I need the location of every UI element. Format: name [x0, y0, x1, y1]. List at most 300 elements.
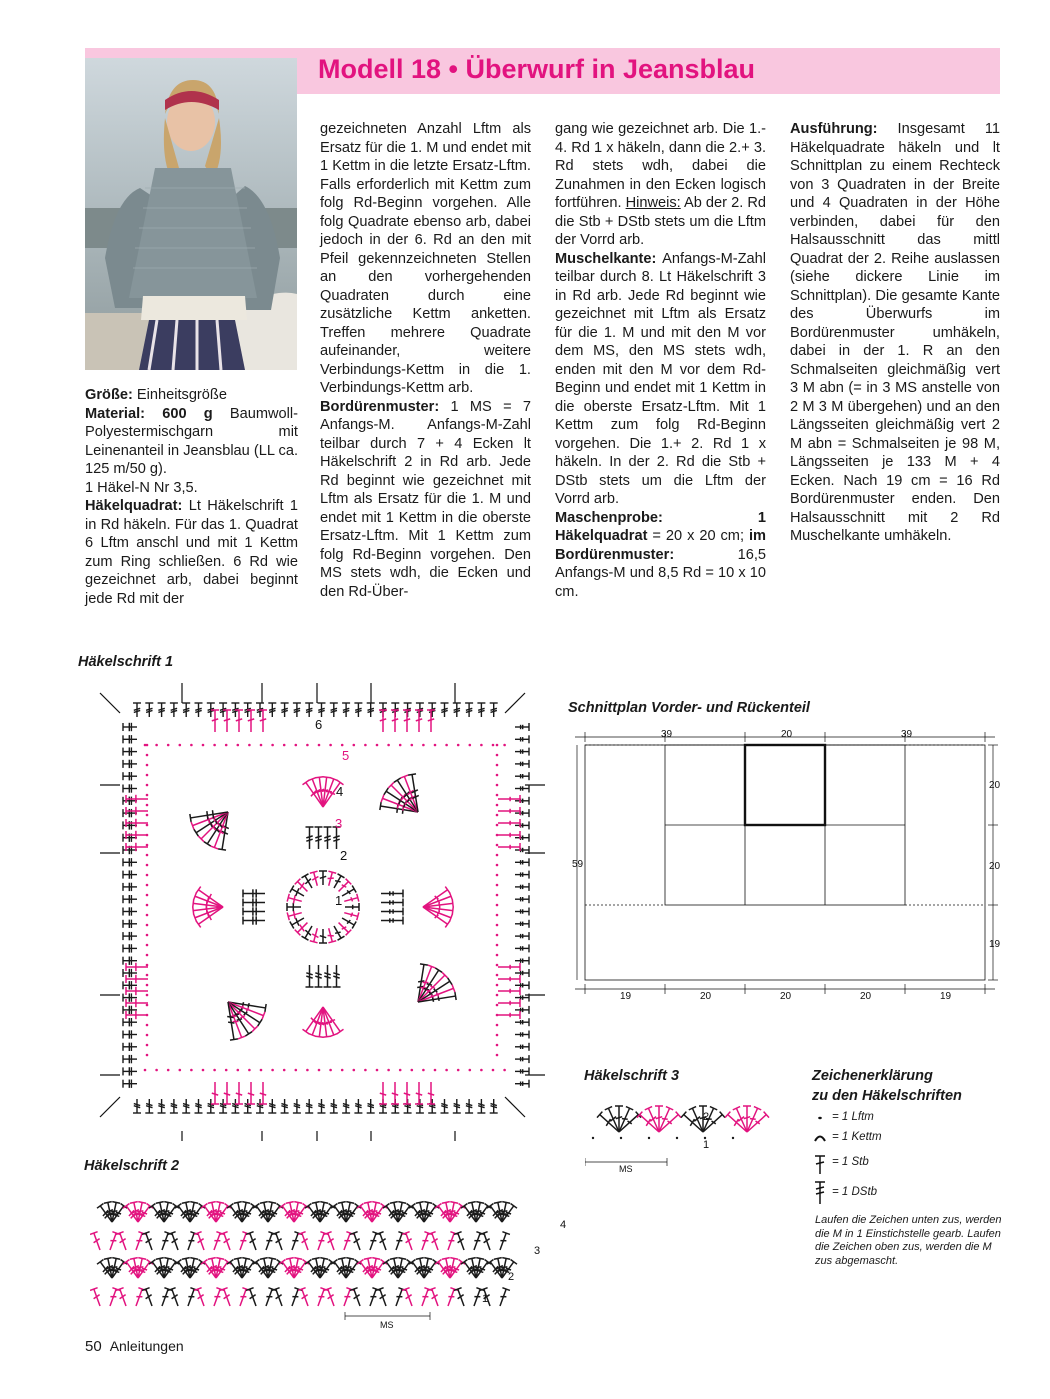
crochet-chart-2	[90, 1188, 590, 1333]
stitch-mark	[130, 1258, 138, 1260]
stitch-mark	[437, 911, 439, 915]
stitch-mark	[442, 1202, 450, 1204]
stitch-mark	[208, 1258, 216, 1260]
stitch-mark	[260, 1202, 268, 1204]
stitch-mark	[474, 1289, 480, 1306]
stitch-mark	[476, 1202, 484, 1204]
stitch-mark	[227, 1017, 233, 1018]
chain-dot	[237, 744, 240, 747]
dim-left: 59	[572, 859, 584, 870]
stitch-mark	[104, 1202, 112, 1204]
stitch-mark	[400, 1215, 405, 1217]
stitch-mark	[182, 1202, 190, 1204]
stitch-mark	[384, 788, 388, 795]
stitch-mark	[293, 1211, 299, 1212]
chain-dot	[190, 1069, 193, 1072]
stitch-mark	[111, 1214, 117, 1215]
stitch-mark	[266, 1289, 272, 1306]
round-label: 1	[335, 893, 343, 908]
stitch-mark	[245, 1032, 252, 1036]
stitch-mark	[437, 899, 439, 903]
stitch-mark	[315, 836, 321, 838]
stitch-mark	[333, 973, 339, 975]
stitch-mark	[138, 1258, 146, 1260]
stitch-mark	[371, 1267, 377, 1268]
stitch-mark	[427, 984, 432, 985]
chain-dot	[496, 774, 499, 777]
legend-title-1: Zeichenerklärung	[812, 1068, 933, 1084]
stitch-mark	[476, 1258, 484, 1260]
stitch-mark	[241, 1267, 247, 1268]
stitch-mark	[750, 1119, 756, 1120]
chain-dot	[496, 1034, 499, 1037]
stitch-mark	[189, 1211, 195, 1212]
stitch-mark	[215, 1214, 221, 1215]
stitch-mark	[345, 1267, 351, 1268]
chain-dot	[225, 744, 228, 747]
stitch-mark	[501, 1267, 507, 1268]
stitch-mark	[380, 802, 381, 810]
stitch-mark	[196, 921, 201, 928]
stitch-mark	[228, 1022, 234, 1023]
dim-right-1: 20	[989, 780, 1001, 791]
chain-dot	[496, 974, 499, 977]
stitch-mark	[163, 1214, 169, 1215]
page-title: Modell 18 • Überwurf in Jeansblau	[318, 54, 756, 84]
chain-dot	[457, 1069, 460, 1072]
stitch-mark	[324, 976, 330, 978]
stitch-mark	[435, 968, 442, 972]
chain-dot	[237, 1069, 240, 1072]
chain-dot	[260, 744, 263, 747]
stitch-mark	[449, 1267, 455, 1268]
stitch-mark	[136, 1233, 142, 1250]
round-label: 2	[340, 848, 348, 863]
stitch-mark	[397, 1211, 403, 1212]
stitch-mark	[189, 1270, 195, 1271]
stitch-mark	[265, 1004, 266, 1012]
chain-dot	[496, 1004, 499, 1007]
stitch-mark	[192, 1271, 197, 1273]
stitch-mark	[306, 976, 312, 978]
chain-dot	[271, 744, 274, 747]
stitch-mark	[242, 1202, 250, 1204]
chain-dot	[295, 1069, 298, 1072]
stitch-mark	[246, 1008, 248, 1012]
stitch-mark	[237, 1019, 242, 1020]
stitch-mark	[140, 1271, 145, 1273]
stitch-mark	[112, 1258, 120, 1260]
chain-dot	[496, 784, 499, 787]
stitch-mark	[322, 1271, 327, 1273]
stitch-mark	[293, 911, 295, 919]
chain-dot	[496, 984, 499, 987]
stitch-mark	[324, 973, 330, 975]
chain-dot	[146, 884, 149, 887]
chain-dot	[496, 864, 499, 867]
stitch-mark	[400, 1271, 405, 1273]
stitch-mark	[194, 829, 198, 836]
stitch-mark	[303, 780, 310, 785]
stitch-mark	[319, 1270, 325, 1271]
stitch-mark	[690, 1119, 694, 1126]
stitch-mark	[380, 719, 386, 721]
round-label: 1	[482, 1293, 489, 1305]
text-column-4	[790, 120, 1000, 546]
stitch-mark	[351, 913, 353, 917]
round-label: 2	[703, 1111, 710, 1123]
round-label: 3	[335, 816, 343, 831]
chain-dot	[445, 744, 448, 747]
stitch-mark	[137, 1267, 143, 1268]
chain-dot	[496, 944, 499, 947]
stitch-mark	[218, 849, 226, 850]
stitch-mark	[338, 1202, 346, 1204]
stitch-mark	[371, 1270, 377, 1271]
stitch-mark	[208, 1202, 216, 1204]
stitch-mark	[193, 899, 194, 907]
chain-dot	[496, 994, 499, 997]
stitch-mark	[110, 1289, 116, 1306]
stitch-mark	[234, 1014, 239, 1015]
dim-bottom-3: 20	[780, 991, 792, 1002]
stitch-mark	[330, 1020, 335, 1022]
stitch-mark	[345, 1211, 351, 1212]
chain-dot	[496, 964, 499, 967]
stitch-mark	[345, 1270, 351, 1271]
stitch-mark	[445, 921, 450, 928]
chain-dot	[146, 874, 149, 877]
stitch-mark	[452, 907, 453, 915]
stitch-mark	[293, 1270, 299, 1271]
stitch-mark	[306, 839, 312, 841]
stitch-mark	[397, 1267, 403, 1268]
chain-dot	[146, 974, 149, 977]
chain-dot	[283, 1069, 286, 1072]
chain-dot	[146, 944, 149, 947]
stitch-mark	[328, 871, 336, 873]
chain-dot	[341, 1069, 344, 1072]
chain-dot	[469, 744, 472, 747]
stitch-mark	[294, 1202, 302, 1204]
chain-dot	[422, 744, 425, 747]
chain-dot	[306, 744, 309, 747]
stitch-mark	[494, 1202, 502, 1204]
stitch-mark	[619, 1108, 630, 1132]
stitch-mark	[468, 1258, 476, 1260]
stitch-mark	[248, 1003, 249, 1007]
stitch-mark	[114, 1271, 119, 1273]
chart2-title: Häkelschrift 2	[84, 1158, 180, 1174]
page-footer	[85, 1338, 184, 1355]
stitch-mark	[448, 1233, 454, 1250]
chain-dot	[496, 834, 499, 837]
stitch-mark	[241, 1214, 247, 1215]
stitch-mark	[656, 1117, 662, 1119]
stitch-mark	[240, 1289, 246, 1306]
section-name: Anleitungen	[109, 1338, 184, 1354]
stitch-mark	[162, 1289, 168, 1306]
stitch-mark	[196, 887, 201, 894]
stitch-mark	[452, 899, 453, 907]
chain-dot	[146, 844, 149, 847]
ms-label: MS	[380, 1320, 394, 1330]
stitch-mark	[182, 1258, 190, 1260]
dim-bottom-4: 20	[860, 991, 872, 1002]
chain-dot	[202, 1069, 205, 1072]
stitch-mark	[114, 1215, 119, 1217]
chart1-title: Häkelschrift 1	[78, 654, 174, 670]
chain-dot	[480, 1069, 483, 1072]
stitch-mark	[137, 1214, 143, 1215]
stitch-mark	[323, 777, 331, 778]
stitch-mark	[744, 1117, 750, 1119]
stitch-mark	[333, 976, 339, 978]
stitch-mark	[244, 1271, 249, 1273]
chain-dot	[146, 934, 149, 937]
stitch-mark	[475, 1267, 481, 1268]
stitch-mark	[397, 1214, 403, 1215]
stitch-mark	[475, 1211, 481, 1212]
stitch-mark	[324, 836, 330, 838]
stitch-mark	[747, 1108, 758, 1132]
stitch-mark	[236, 1093, 242, 1095]
stitch-mark	[224, 719, 230, 721]
stitch-mark	[422, 1233, 428, 1250]
chain-dot	[445, 1069, 448, 1072]
legend-item: = 1 Stb	[832, 1156, 869, 1168]
chain-dot	[271, 1069, 274, 1072]
chain-dot	[146, 824, 149, 827]
stitch-mark	[502, 1258, 510, 1260]
stitch-mark	[310, 871, 318, 873]
stitch-mark	[163, 1270, 169, 1271]
stitch-mark	[442, 1258, 450, 1260]
stitch-mark	[330, 793, 335, 795]
stitch-mark	[268, 1202, 276, 1204]
chain-dot	[480, 744, 483, 747]
slip-stitch-icon	[815, 1137, 825, 1142]
stitch-mark	[475, 1270, 481, 1271]
stitch-mark	[380, 1093, 386, 1095]
dim-bottom-5: 19	[940, 991, 952, 1002]
stitch-mark	[616, 1117, 622, 1119]
chain-dot	[492, 1069, 495, 1072]
chain-dot	[376, 744, 379, 747]
stitch-mark	[433, 997, 434, 1001]
stitch-mark	[212, 1093, 218, 1095]
chain-dot	[146, 794, 149, 797]
chain-dot	[146, 804, 149, 807]
stitch-mark	[97, 1203, 103, 1208]
chain-dot	[144, 1069, 147, 1072]
stitch-mark	[501, 1214, 507, 1215]
stitch-mark	[319, 1211, 325, 1212]
chain-dot	[213, 744, 216, 747]
stitch-mark	[319, 1214, 325, 1215]
stitch-mark	[234, 1202, 242, 1204]
chain-dot	[146, 954, 149, 957]
round-label: 4	[336, 784, 344, 799]
crochet-chart-3	[585, 1092, 785, 1177]
stitch-mark	[450, 1258, 458, 1260]
stitch-mark	[478, 1271, 483, 1273]
legend-item: = 1 Kettm	[832, 1131, 882, 1143]
stitch-mark	[428, 719, 434, 721]
stitch-mark	[163, 1211, 169, 1212]
chain-dot	[202, 744, 205, 747]
dim-top-mid: 20	[781, 729, 793, 740]
stitch-mark	[622, 1119, 628, 1120]
chain-dot	[422, 1069, 425, 1072]
stitch-mark	[224, 1093, 230, 1095]
stitch-mark	[450, 1202, 458, 1204]
chain-dot	[146, 784, 149, 787]
stitch-mark	[166, 1271, 171, 1273]
chain-dot	[146, 864, 149, 867]
stitch-mark	[130, 1202, 138, 1204]
stitch-mark	[502, 1202, 510, 1204]
stitch-mark	[292, 1233, 298, 1250]
stitch-mark	[392, 1093, 398, 1095]
stitch-mark	[398, 1202, 406, 1204]
chain-dot	[341, 744, 344, 747]
stitch-mark	[315, 839, 321, 841]
stitch-mark	[404, 1093, 410, 1095]
stitch-mark	[392, 719, 398, 721]
stitch-mark	[396, 1289, 402, 1306]
chain-dot	[496, 934, 499, 937]
chain-dot	[146, 984, 149, 987]
stitch-mark	[408, 774, 416, 775]
text-column-3	[555, 120, 766, 601]
stitch-mark	[606, 1119, 610, 1126]
stitch-mark	[260, 1093, 266, 1095]
stitch-mark	[428, 1093, 434, 1095]
text-column-1	[85, 386, 298, 608]
chain-dot	[225, 1069, 228, 1072]
chain-dot	[399, 744, 402, 747]
stitch-mark	[364, 1258, 372, 1260]
chain-dot	[496, 874, 499, 877]
stitch-mark	[318, 1289, 324, 1306]
stitch-mark	[286, 1258, 294, 1260]
chain-dot	[155, 744, 158, 747]
stitch-mark	[260, 719, 266, 721]
stitch-mark	[164, 1258, 172, 1260]
ms-label: MS	[619, 1164, 633, 1174]
chain-dot	[496, 794, 499, 797]
chain-dot	[732, 1137, 734, 1139]
stitch-mark	[267, 1270, 273, 1271]
stitch-mark	[315, 976, 321, 978]
chain-dot	[295, 744, 298, 747]
schnittplan	[565, 725, 1005, 1005]
round-label: 5	[342, 748, 350, 763]
stitch-mark	[189, 1214, 195, 1215]
stitch-mark	[333, 836, 339, 838]
stitch-mark	[188, 1233, 194, 1250]
chain-stitch-icon	[818, 1117, 822, 1119]
chain-dot	[376, 1069, 379, 1072]
stitch-mark	[344, 1289, 350, 1306]
chain-dot	[167, 1069, 170, 1072]
stitch-mark	[324, 839, 330, 841]
chain-dot	[329, 1069, 332, 1072]
stitch-mark	[162, 1233, 168, 1250]
stitch-mark	[474, 1233, 480, 1250]
stitch-mark	[216, 1202, 224, 1204]
stitch-mark	[320, 936, 326, 938]
stitch-mark	[234, 1258, 242, 1260]
chain-dot	[167, 744, 170, 747]
stitch-mark	[328, 941, 336, 943]
chain-dot	[213, 1069, 216, 1072]
stitch-mark	[424, 1202, 432, 1204]
stitch-mark	[315, 1036, 323, 1037]
chain-dot	[179, 1069, 182, 1072]
chain-dot	[248, 744, 251, 747]
stitch-mark	[390, 1258, 398, 1260]
chain-dot	[492, 744, 495, 747]
chain-dot	[179, 744, 182, 747]
stitch-mark	[511, 1259, 517, 1264]
crochet-chart-1	[95, 675, 550, 1150]
stitch-mark	[478, 1215, 483, 1217]
stitch-mark	[97, 1259, 103, 1264]
dim-right-2: 20	[989, 861, 1001, 872]
chain-dot	[146, 914, 149, 917]
stitch-mark	[345, 1214, 351, 1215]
stitch-mark	[438, 997, 439, 1001]
stitch-mark	[346, 1258, 354, 1260]
stitch-mark	[351, 897, 353, 901]
stitch-mark	[204, 842, 211, 846]
stitch-mark	[436, 993, 438, 997]
stitch-mark	[494, 1258, 502, 1260]
stitch-mark	[320, 876, 326, 878]
chain-dot	[155, 1069, 158, 1072]
stitch-mark	[475, 1214, 481, 1215]
model-photo	[85, 58, 297, 370]
stitch-mark	[416, 719, 422, 721]
round-label: 1	[703, 1139, 710, 1151]
stitch-mark	[236, 719, 242, 721]
stitch-mark	[448, 978, 452, 985]
chain-dot	[146, 1054, 149, 1057]
chain-dot	[496, 844, 499, 847]
chain-dot	[496, 1044, 499, 1047]
stitch-mark	[215, 1270, 221, 1271]
chain-dot	[496, 754, 499, 757]
stitch-mark	[306, 836, 312, 838]
stitch-mark	[370, 1233, 376, 1250]
join-arrow	[100, 693, 120, 713]
stitch-mark	[439, 907, 440, 911]
stitch-mark	[452, 1271, 457, 1273]
stitch-mark	[305, 930, 311, 935]
stitch-mark	[140, 1215, 145, 1217]
chain-dot	[146, 774, 149, 777]
chain-dot	[283, 744, 286, 747]
stitch-mark	[501, 1211, 507, 1212]
stitch-mark	[215, 1211, 221, 1212]
stitch-mark	[137, 1211, 143, 1212]
stitch-mark	[348, 1215, 353, 1217]
paragraph: Bordürenmuster: 1 MS = 7 Anfangs-M. Anfangs-M-Zahl teilbar durch 7 + 4 Ecken lt Häkelschrift 2 in Rd arb. Jede Rd beginnt wie gezeichnet mit Lftm als Ersatz für die 1. M und endet mit 1 Kettm in die oberste Ersatz-Lftm. Mit 1 Kettm zum folg Rd-Beginn vorgehen. Den MS stets wdh, die Ecken und den Rd-Über-	[320, 398, 531, 600]
round-label: 4	[560, 1219, 567, 1231]
chain-dot	[329, 744, 332, 747]
